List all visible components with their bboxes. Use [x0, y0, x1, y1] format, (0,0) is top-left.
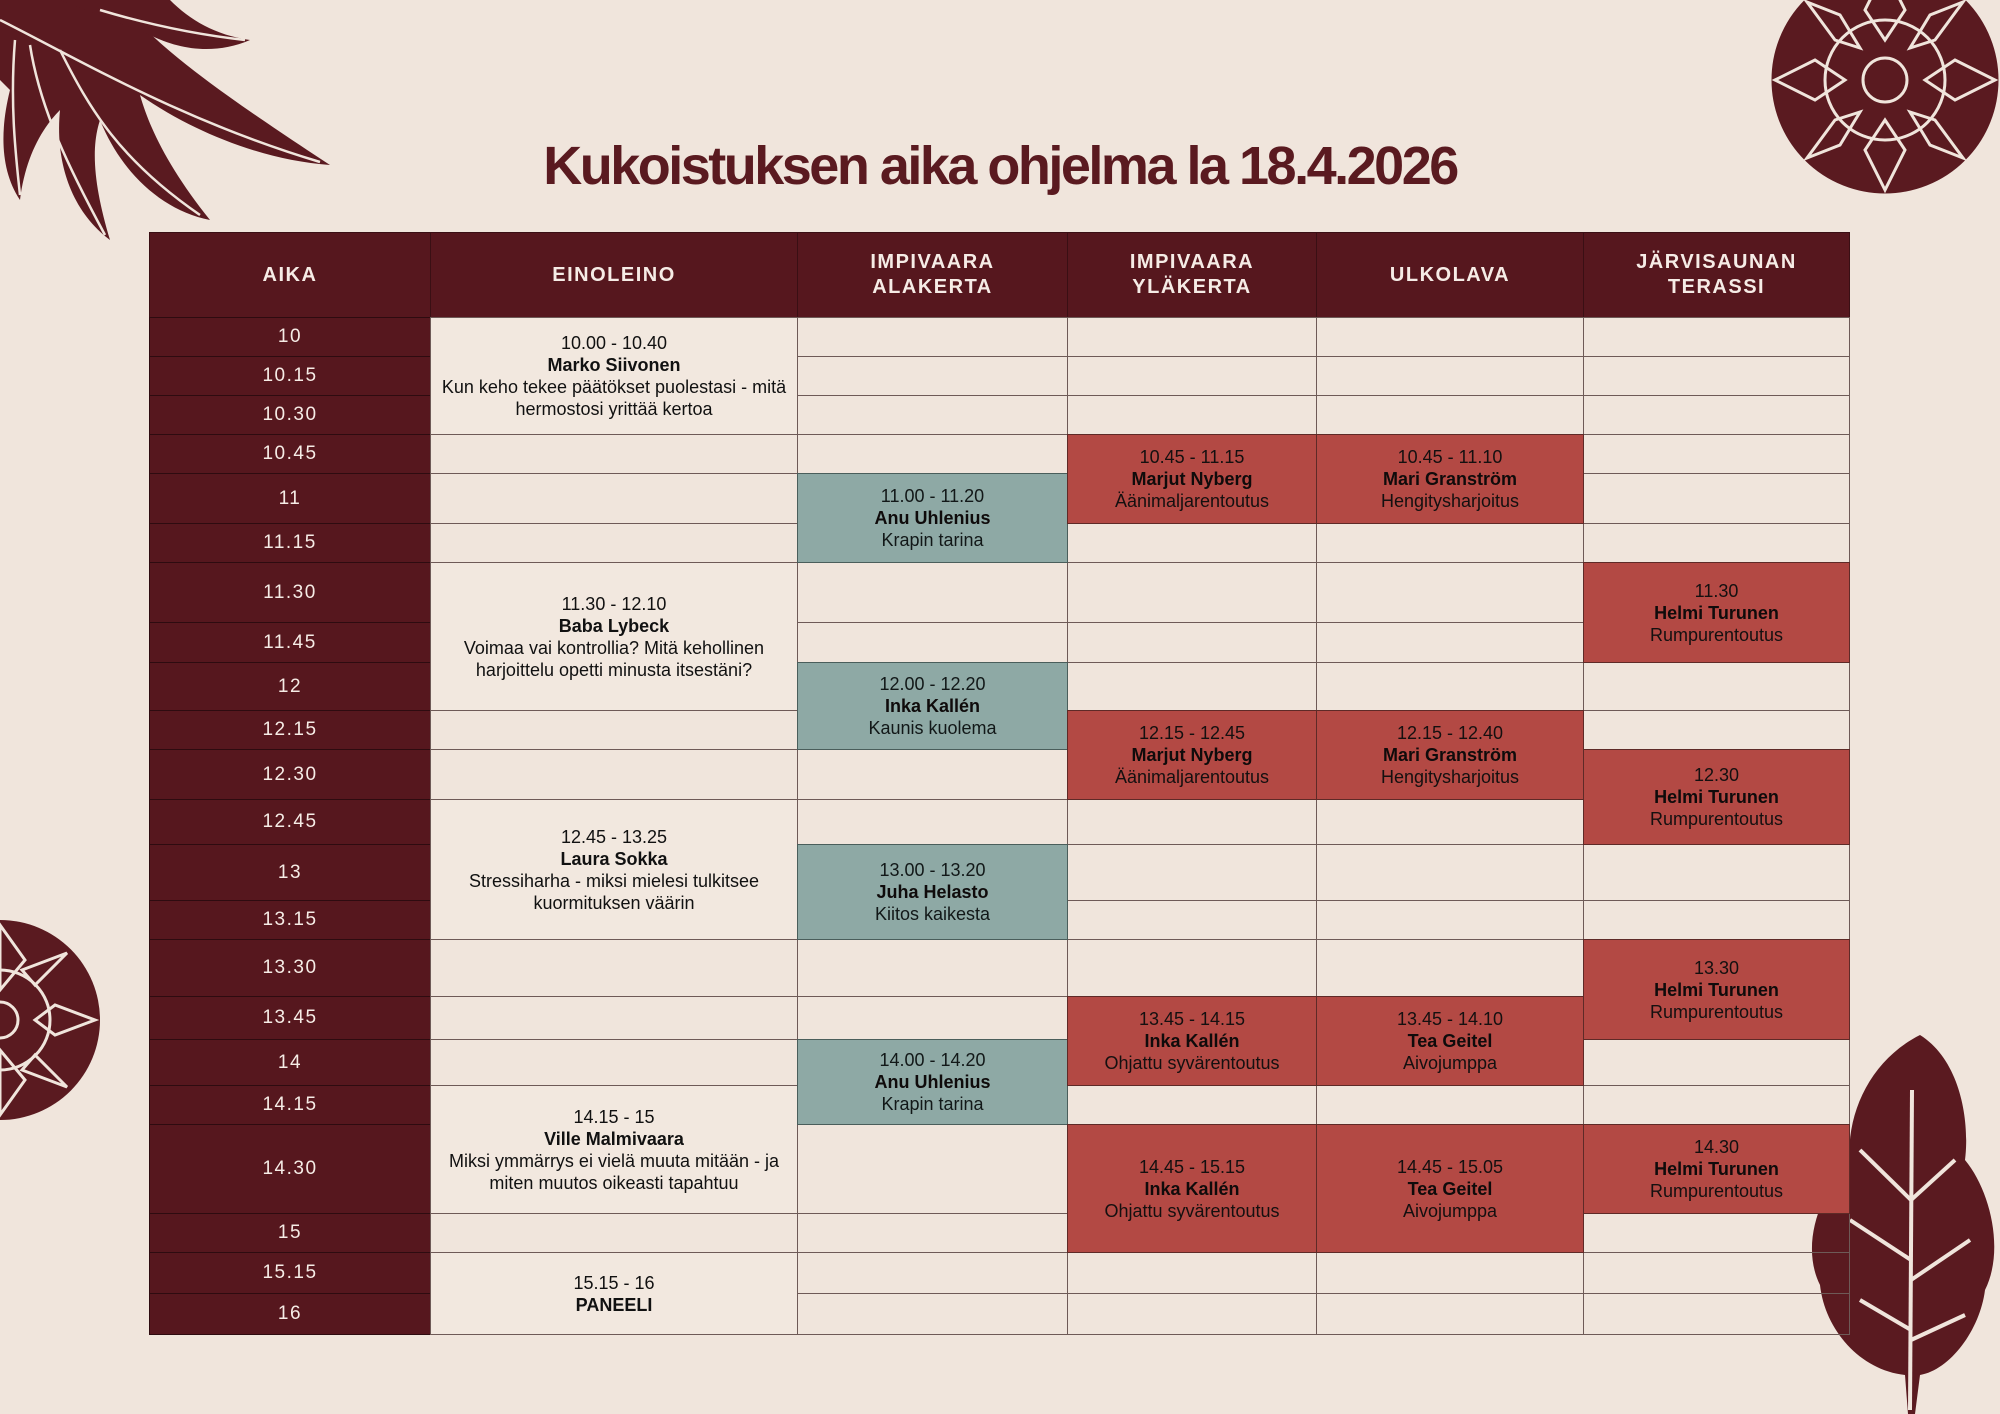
empty-slot — [1316, 900, 1584, 940]
empty-slot — [1583, 900, 1850, 940]
empty-slot — [1067, 622, 1317, 663]
empty-slot — [797, 1124, 1068, 1214]
program-event — [1067, 996, 1317, 1086]
program-event — [1583, 1124, 1850, 1214]
empty-slot — [797, 395, 1068, 435]
event-topic: Äänimaljarentoutus — [1114, 767, 1270, 787]
time-slot-label: 12.30 — [149, 749, 431, 800]
time-slot-label: 13.30 — [149, 939, 431, 997]
event-speaker: Anu Uhlenius — [874, 508, 991, 528]
column-header — [1316, 232, 1584, 318]
event-speaker: Tea Geitel — [1407, 1178, 1493, 1199]
event-speaker: Juha Helasto — [876, 882, 989, 902]
event-speaker: Mari Granström — [1382, 745, 1518, 765]
event-time: 14.00 - 14.20 — [879, 1050, 986, 1070]
empty-slot — [1316, 799, 1584, 845]
empty-slot — [797, 799, 1068, 845]
program-event — [430, 799, 798, 940]
empty-slot — [1067, 799, 1317, 845]
event-time: 12.15 - 12.45 — [1138, 723, 1246, 743]
event-topic: Rumpurentoutus — [1649, 1001, 1784, 1022]
event-speaker: Marjut Nyberg — [1131, 469, 1253, 489]
column-header — [1583, 232, 1850, 318]
event-time: 14.15 - 15 — [573, 1106, 655, 1127]
program-event — [430, 1085, 798, 1214]
event-speaker: Ville Malmivaara — [544, 1128, 684, 1149]
empty-slot — [797, 939, 1068, 997]
empty-slot — [1067, 900, 1317, 940]
event-topic: Kun keho tekee päätökset puolestasi - mitä hermostosi yrittää kertoa — [441, 377, 787, 419]
empty-slot — [1067, 317, 1317, 357]
event-time: 12.15 - 12.40 — [1396, 723, 1504, 743]
event-time: 10.00 - 10.40 — [560, 333, 668, 353]
column-header-label: EINOLEINO — [552, 263, 676, 286]
empty-slot — [1067, 1293, 1317, 1335]
schedule-table — [150, 233, 1850, 1335]
empty-slot — [1067, 662, 1317, 711]
empty-slot — [430, 473, 798, 524]
event-topic: Ohjattu syvärentoutus — [1104, 1053, 1280, 1073]
time-slot-label: 16 — [149, 1293, 431, 1335]
event-topic: Krapin tarina — [881, 530, 984, 550]
program-event — [1316, 710, 1584, 800]
empty-slot — [1316, 562, 1584, 623]
program-event — [1067, 434, 1317, 524]
empty-slot — [797, 317, 1068, 357]
column-header-label: IMPIVAARA — [1129, 251, 1255, 273]
empty-slot — [1583, 1085, 1850, 1125]
empty-slot — [430, 1039, 798, 1086]
time-slot-label: 14.30 — [149, 1124, 431, 1214]
empty-slot — [797, 996, 1068, 1040]
program-event — [430, 562, 798, 711]
event-topic: Hengitysharjoitus — [1380, 491, 1520, 511]
event-topic: Kaunis kuolema — [868, 718, 997, 738]
event-topic: Aivojumppa — [1402, 1053, 1498, 1073]
column-header-label: ALAKERTA — [872, 276, 993, 298]
event-topic: Kiitos kaikesta — [874, 904, 991, 924]
program-event — [797, 662, 1068, 750]
event-time: 12.00 - 12.20 — [879, 674, 986, 694]
empty-slot — [1067, 562, 1317, 623]
empty-slot — [1583, 662, 1850, 711]
event-speaker: Marjut Nyberg — [1131, 745, 1253, 765]
event-topic: Ohjattu syvärentoutus — [1104, 1200, 1280, 1221]
empty-slot — [430, 523, 798, 563]
empty-slot — [1316, 662, 1584, 711]
event-speaker: Inka Kallén — [1144, 1178, 1240, 1199]
empty-slot — [1583, 523, 1850, 563]
event-speaker: Inka Kallén — [1144, 1031, 1240, 1051]
time-slot-label: 10.30 — [149, 395, 431, 435]
time-slot-label: 11.45 — [149, 622, 431, 663]
time-slot-label: 13 — [149, 844, 431, 901]
event-speaker: Marko Siivonen — [547, 355, 681, 375]
empty-slot — [1583, 1252, 1850, 1294]
event-time: 12.30 — [1693, 765, 1740, 785]
column-header-label: ULKOLAVA — [1389, 263, 1511, 286]
column-header — [1067, 232, 1317, 318]
time-slot-label: 10.45 — [149, 434, 431, 474]
program-event — [1067, 1124, 1317, 1253]
empty-slot — [1067, 395, 1317, 435]
leaf-branch-icon — [0, 0, 340, 250]
program-event — [797, 1039, 1068, 1125]
program-event — [1316, 996, 1584, 1086]
time-slot-label: 11.15 — [149, 523, 431, 563]
empty-slot — [1583, 356, 1850, 396]
event-time: 10.45 - 11.15 — [1139, 447, 1245, 467]
event-topic: Rumpurentoutus — [1649, 624, 1784, 645]
empty-slot — [430, 939, 798, 997]
column-header-label: TERASSI — [1667, 276, 1766, 298]
empty-slot — [1067, 844, 1317, 901]
time-slot-label: 13.45 — [149, 996, 431, 1040]
empty-slot — [1583, 395, 1850, 435]
program-event — [1583, 939, 1850, 1040]
event-speaker: Anu Uhlenius — [874, 1072, 991, 1092]
time-slot-label: 12.15 — [149, 710, 431, 750]
column-header — [430, 232, 798, 318]
event-time: 14.30 — [1693, 1137, 1740, 1157]
event-time: 13.00 - 13.20 — [879, 860, 986, 880]
event-speaker: Helmi Turunen — [1654, 979, 1779, 1000]
time-slot-label: 10 — [149, 317, 431, 357]
empty-slot — [797, 749, 1068, 800]
empty-slot — [1583, 434, 1850, 474]
event-speaker: Mari Granström — [1382, 469, 1518, 489]
column-header — [149, 232, 431, 318]
event-time: 13.45 - 14.10 — [1396, 1009, 1504, 1029]
time-slot-label: 12.45 — [149, 799, 431, 845]
program-event — [1583, 749, 1850, 845]
time-slot-label: 14.15 — [149, 1085, 431, 1125]
event-speaker: Inka Kallén — [884, 696, 981, 716]
event-time: 11.30 — [1694, 580, 1739, 601]
event-time: 15.15 - 16 — [573, 1272, 655, 1293]
event-time: 10.45 - 11.10 — [1397, 447, 1503, 467]
event-topic: Äänimaljarentoutus — [1114, 491, 1270, 511]
event-topic: Rumpurentoutus — [1649, 1181, 1784, 1201]
column-header-label: AIKA — [262, 263, 318, 286]
empty-slot — [1583, 1039, 1850, 1086]
empty-slot — [1316, 395, 1584, 435]
empty-slot — [430, 434, 798, 474]
event-topic: Rumpurentoutus — [1649, 809, 1784, 829]
column-header — [797, 232, 1068, 318]
empty-slot — [1067, 1085, 1317, 1125]
program-event — [430, 1252, 798, 1335]
program-event — [797, 844, 1068, 940]
event-speaker: PANEELI — [575, 1294, 653, 1315]
empty-slot — [1316, 844, 1584, 901]
empty-slot — [1316, 1085, 1584, 1125]
time-slot-label: 11.30 — [149, 562, 431, 623]
event-speaker: Helmi Turunen — [1654, 787, 1779, 807]
empty-slot — [430, 710, 798, 750]
empty-slot — [797, 1252, 1068, 1294]
event-topic: Stressiharha - miksi mielesi tulkitsee kuormituksen väärin — [468, 870, 760, 913]
time-slot-label: 10.15 — [149, 356, 431, 396]
time-slot-label: 14 — [149, 1039, 431, 1086]
program-event — [430, 317, 798, 435]
time-slot-label: 12 — [149, 662, 431, 711]
time-slot-label: 15 — [149, 1213, 431, 1253]
event-speaker: Helmi Turunen — [1654, 602, 1779, 623]
page-title: Kukoistuksen aika ohjelma la 18.4.2026 — [543, 136, 1457, 196]
event-time: 11.30 - 12.10 — [561, 593, 667, 614]
program-event — [1316, 434, 1584, 524]
empty-slot — [1067, 939, 1317, 997]
empty-slot — [1583, 473, 1850, 524]
event-speaker: Baba Lybeck — [558, 615, 670, 636]
empty-slot — [1067, 523, 1317, 563]
program-event — [1067, 710, 1317, 800]
event-time: 12.45 - 13.25 — [560, 826, 668, 847]
program-event — [1316, 1124, 1584, 1253]
empty-slot — [1583, 1293, 1850, 1335]
event-time: 14.45 - 15.05 — [1396, 1156, 1504, 1177]
event-topic: Hengitysharjoitus — [1380, 767, 1520, 787]
event-topic: Krapin tarina — [881, 1094, 984, 1114]
empty-slot — [797, 562, 1068, 623]
empty-slot — [797, 622, 1068, 663]
empty-slot — [1583, 1213, 1850, 1253]
program-event — [797, 473, 1068, 563]
event-topic: Voimaa vai kontrollia? Mitä kehollinen harjoittelu opetti minusta itsestäni? — [463, 637, 765, 680]
empty-slot — [797, 434, 1068, 474]
event-time: 14.45 - 15.15 — [1138, 1156, 1246, 1177]
event-time: 13.45 - 14.15 — [1138, 1009, 1246, 1029]
time-slot-label: 13.15 — [149, 900, 431, 940]
empty-slot — [1583, 317, 1850, 357]
empty-slot — [1316, 1252, 1584, 1294]
event-speaker: Helmi Turunen — [1654, 1159, 1779, 1179]
empty-slot — [1316, 622, 1584, 663]
empty-slot — [1316, 523, 1584, 563]
empty-slot — [1067, 356, 1317, 396]
event-time: 13.30 — [1693, 957, 1740, 978]
event-speaker: Tea Geitel — [1407, 1031, 1493, 1051]
empty-slot — [797, 356, 1068, 396]
event-topic: Miksi ymmärrys ei vielä muuta mitään - ja miten muutos oikeasti tapahtuu — [448, 1150, 780, 1193]
dahlia-flower-icon — [0, 860, 110, 1180]
empty-slot — [1583, 844, 1850, 901]
empty-slot — [1316, 1293, 1584, 1335]
empty-slot — [430, 749, 798, 800]
column-header-label: YLÄKERTA — [1132, 276, 1252, 298]
column-header-label: IMPIVAARA — [870, 251, 995, 273]
time-slot-label: 15.15 — [149, 1252, 431, 1294]
event-topic: Aivojumppa — [1402, 1200, 1498, 1221]
empty-slot — [797, 1293, 1068, 1335]
column-header-label: JÄRVISAUNAN — [1636, 251, 1797, 273]
event-speaker: Laura Sokka — [560, 848, 668, 869]
empty-slot — [1067, 1252, 1317, 1294]
empty-slot — [1583, 710, 1850, 750]
empty-slot — [1316, 356, 1584, 396]
empty-slot — [1316, 317, 1584, 357]
empty-slot — [430, 1213, 798, 1253]
empty-slot — [430, 996, 798, 1040]
empty-slot — [1316, 939, 1584, 997]
time-slot-label: 11 — [149, 473, 431, 524]
program-event — [1583, 562, 1850, 663]
event-time: 11.00 - 11.20 — [880, 486, 985, 506]
empty-slot — [797, 1213, 1068, 1253]
